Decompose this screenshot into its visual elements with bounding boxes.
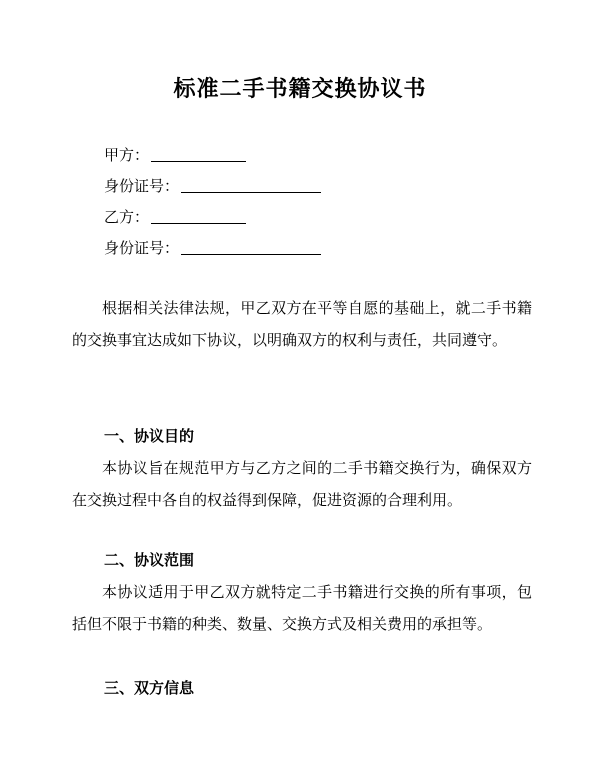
- party-b-field: [104, 206, 246, 228]
- section-3-heading: 三、双方信息: [104, 679, 195, 697]
- party-a-label: 甲方：: [104, 146, 150, 164]
- party-a-id-field: [104, 175, 321, 197]
- party-b-blank[interactable]: [151, 206, 246, 224]
- party-b-id-field: [104, 237, 321, 259]
- section-2-heading: 二、协议范围: [104, 551, 195, 569]
- document-title: 标准二手书籍交换协议书: [173, 77, 427, 102]
- party-a-field: [104, 144, 246, 166]
- intro-paragraph: 根据相关法律法规，甲乙双方在平等自愿的基础上，就二手书籍的交换事宜达成如下协议，以明确双方的权利与责任，共同遵守。: [72, 299, 532, 349]
- section-1-body: 本协议旨在规范甲方与乙方之间的二手书籍交换行为，确保双方在交换过程中各自的权益得到保障，促进资源的合理利用。: [72, 459, 532, 509]
- party-b-label: 乙方：: [104, 208, 150, 226]
- section-2-body: 本协议适用于甲乙双方就特定二手书籍进行交换的所有事项，包括但不限于书籍的种类、数量、交换方式及相关费用的承担等。: [72, 583, 532, 633]
- party-b-id-label: 身份证号：: [104, 239, 180, 257]
- party-a-id-blank[interactable]: [181, 175, 321, 193]
- party-a-blank[interactable]: [151, 144, 246, 162]
- party-b-id-blank[interactable]: [181, 237, 321, 255]
- section-1-heading: 一、协议目的: [104, 427, 195, 445]
- party-a-id-label: 身份证号：: [104, 177, 180, 195]
